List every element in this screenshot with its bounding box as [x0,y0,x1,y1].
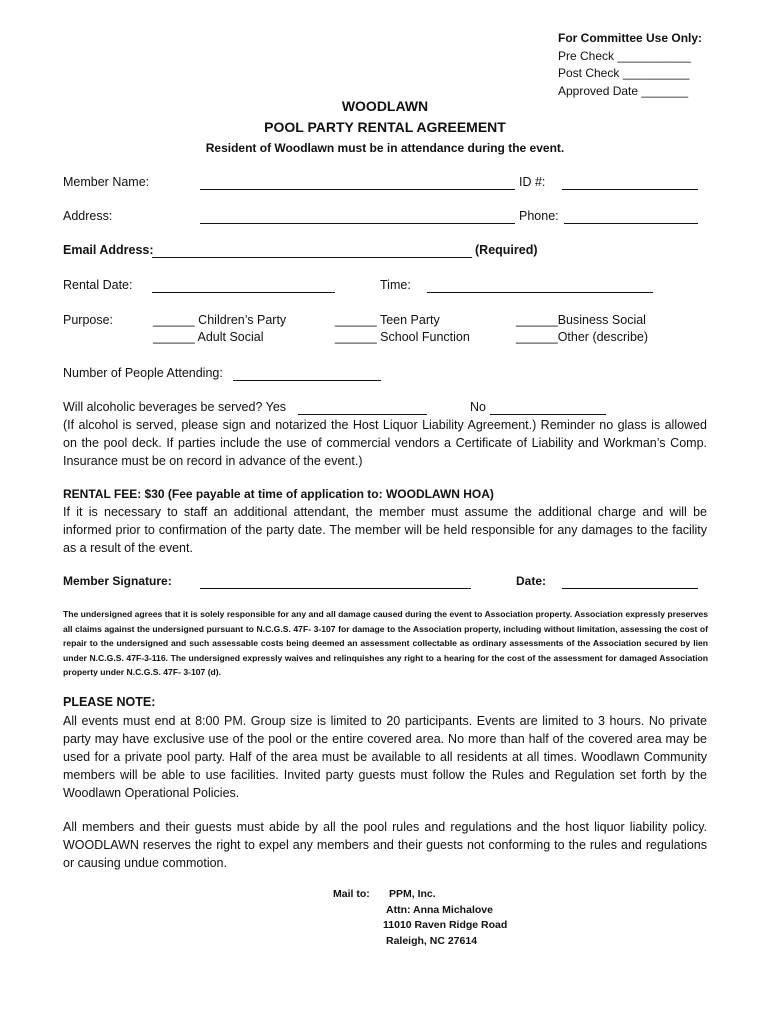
rental-fee-text: If it is necessary to staff an additional attendant, the member must assume the additional charge and will be informed prior to confirmation of the party date. The member will be held responsible for any damages to the facility as a result of the event. [63,505,707,555]
pool-rules-text: All members and their guests must abide by all the pool rules and regulations and the host liquor liability policy. WOODLAWN reserves the right to expel any members and their guests not conforming to the rules and regulations or causing undue commotion. [63,820,707,870]
rental-date-field[interactable] [152,292,335,293]
alcohol-no-label: No [470,400,486,414]
purpose-label: Purpose: [63,313,114,327]
approved-date-field: Approved Date _______ [558,83,689,98]
purpose-school-function[interactable]: ______ School Function [335,330,470,344]
document-subtitle-title: POOL PARTY RENTAL AGREEMENT [264,119,506,135]
email-required-note: (Required) [475,243,538,257]
time-label: Time: [380,278,411,292]
mail-company: PPM, Inc. [389,888,436,900]
email-field[interactable] [152,257,472,258]
mail-attn: Attn: Anna Michalove [386,904,493,916]
document-title: WOODLAWN [341,98,429,114]
mail-to-label: Mail to: [333,888,370,900]
liability-legal-text: The undersigned agrees that it is solely responsible for any and all damage caused during the event to Association property. Association expressly preserves all claims against the undersigned pursuant to N.C.G.S. 47F- 3-107 for damage to the Association property, including without limitation, assessing the cost of repair to the undersigned and such assessable costs being deemed an assessment collectable as ordinary assessments of the Association secured by lien under N.C.G.S. 47F-3-116. The undersigned expressly waives and relinquishes any right to a hearing for the cost of the assessment for damaged Association property under N.C.G.S. 47F- 3-107 (d). [63,609,708,677]
address-field[interactable] [200,223,515,224]
purpose-business-social[interactable]: ______Business Social [516,313,646,327]
post-check-field: Post Check __________ [558,66,690,80]
purpose-adult-social[interactable]: ______ Adult Social [153,330,264,344]
purpose-other[interactable]: ______Other (describe) [516,330,649,344]
attendance-notice: Resident of Woodlawn must be in attendance during the event. [205,141,565,155]
email-label: Email Address: [63,243,154,257]
mail-street: 11010 Raven Ridge Road [383,919,508,931]
pre-check-field: Pre Check ___________ [558,48,691,63]
purpose-childrens-party[interactable]: ______ Children’s Party [153,313,287,327]
id-label: ID #: [519,175,546,189]
alcohol-no-field[interactable] [490,414,606,415]
please-note-heading: PLEASE NOTE: [63,695,156,709]
alcohol-yes-field[interactable] [298,414,427,415]
phone-field[interactable] [564,223,698,224]
member-name-field[interactable] [200,189,515,190]
signature-date-label: Date: [516,574,547,588]
committee-heading: For Committee Use Only: [558,31,703,45]
please-note-text: All events must end at 8:00 PM. Group size is limited to 20 participants. Events are limited to 3 hours. No private party may have exclusive use of the pool or the entire covered area. No more than half of the covered area may be used for a private pool party. Half of the area must be available to all residents at all times. Woodlawn Community members will be able to use facilities. Invited party guests must follow the Rules and Regulation set forth by the Woodlawn Operational Policies. [63,714,707,800]
alcohol-note: (If alcohol is served, please sign and notarized the Host Liquor Liability Agreement.) Reminder no glass is allowed on the pool deck. If parties include the use of commercial vendors a Certificate of Liability and Workman’s Comp. Insurance must be on record in advance of the event.) [63,418,707,468]
rental-date-label: Rental Date: [63,278,133,292]
committee-use-block [558,30,702,100]
alcohol-question: Will alcoholic beverages be served? Yes [63,400,287,414]
member-signature-label: Member Signature: [63,574,172,588]
people-attending-field[interactable] [233,380,381,381]
people-attending-label: Number of People Attending: [63,366,223,380]
member-signature-field[interactable] [200,588,471,589]
id-field[interactable] [562,189,698,190]
address-label: Address: [63,209,113,223]
purpose-teen-party[interactable]: ______ Teen Party [335,313,440,327]
signature-date-field[interactable] [562,588,698,589]
rental-fee-heading: RENTAL FEE: $30 (Fee payable at time of application to: WOODLAWN HOA) [63,487,494,501]
member-name-label: Member Name: [63,175,150,189]
time-field[interactable] [427,292,653,293]
mail-city: Raleigh, NC 27614 [386,935,478,947]
phone-label: Phone: [519,209,559,223]
